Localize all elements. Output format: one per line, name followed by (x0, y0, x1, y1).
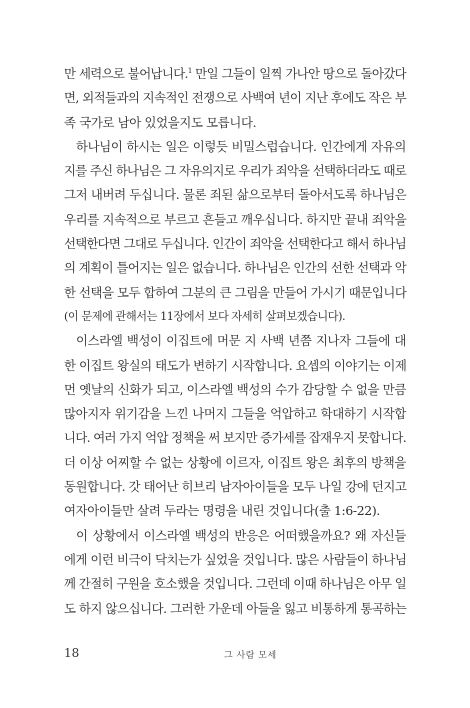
text-line (64, 329, 406, 353)
text-line (64, 305, 406, 329)
text-line (64, 62, 406, 86)
text-line (64, 111, 406, 135)
body-text (64, 62, 406, 621)
text-line (64, 86, 406, 110)
text-line (64, 135, 406, 159)
text-line-content: 지를 주신 하나님은 그 자유의지로 우리가 죄악을 선택하더라도 때로 (64, 163, 406, 179)
text-line-content: 많아지자 위기감을 느낀 나머지 그들을 억압하고 학대하기 시작합 (64, 406, 406, 422)
text-line-content: 이스라엘 백성이 이집트에 머문 지 사백 년쯤 지나자 그들에 대 (76, 333, 406, 349)
text-line-content: 먼 옛날의 신화가 되고, 이스라엘 백성의 수가 감당할 수 없을 만큼 (64, 381, 406, 397)
text-line-content: 의 계획이 틀어지는 일은 없습니다. 하나님은 인간의 선한 선택과 악 (64, 260, 407, 276)
text-line (64, 451, 406, 475)
text-line (64, 159, 406, 183)
text-line (64, 426, 406, 450)
text-line (64, 524, 406, 548)
footnote-marker: 1 (187, 66, 192, 75)
text-line-content: 우리를 지속적으로 부르고 흔들고 깨우십니다. 하지만 끝내 죄악을 (64, 211, 407, 227)
text-line-content: 선택한다면 그대로 두십니다. 인간이 죄악을 선택한다고 해서 하나님 (64, 236, 406, 252)
text-line (64, 499, 406, 523)
text-line-content: 니다. 여러 가지 억압 정책을 써 보지만 증가세를 잡재우지 못합니다. (64, 430, 406, 446)
text-line (64, 475, 406, 499)
text-line (64, 256, 406, 280)
text-line (64, 548, 406, 572)
text-line-content: 도 하지 않으십니다. 그러한 가운데 아들을 잃고 비통하게 통곡하는 (64, 600, 407, 616)
text-line-content: 한 이집트 왕실의 태도가 변하기 시작합니다. 요셉의 이야기는 이제 (64, 357, 407, 373)
text-line (64, 597, 406, 621)
text-line-content: 하나님이 하시는 일은 이렇듯 비밀스럽습니다. 인간에게 자유의 (76, 138, 406, 154)
text-line-content: 면, 외적들과의 지속적인 전쟁으로 사백여 년이 지난 후에도 작은 부 (64, 90, 407, 106)
text-line-content: 그저 내버려 두십니다. 물론 죄된 삶으로부터 돌아서도록 하나님은 (64, 187, 407, 203)
page-footer (64, 646, 406, 660)
text-line-continuation: 만일 그들이 일찍 가나안 땅으로 돌아갔다 (191, 66, 407, 81)
text-line-content: 께 간절히 구원을 호소했을 것입니다. 그런데 이때 하나님은 아무 일 (64, 576, 407, 592)
text-line (64, 281, 406, 305)
text-line-content: 한 선택을 모두 합하여 그분의 큰 그림을 만들어 가시기 때문입니다 (64, 284, 407, 300)
text-line-content: 에게 이런 비극이 닥치는가 싶었을 것입니다. 많은 사람들이 하나님 (64, 551, 407, 567)
text-line-content: 동원합니다. 갓 태어난 히브리 남자아이들을 모두 나일 강에 던지고 (64, 479, 407, 495)
text-line (64, 183, 406, 207)
text-line (64, 208, 406, 232)
text-line-content: 이 상황에서 이스라엘 백성의 반응은 어떠했을까요? 왜 자신들 (76, 527, 406, 543)
text-line-content: (이 문제에 관해서는 11장에서 보다 자세히 살펴보겠습니다). (64, 309, 346, 323)
text-line (64, 378, 406, 402)
text-line (64, 232, 406, 256)
running-head: 그 사람 모세 (224, 651, 277, 661)
page-number: 18 (64, 646, 80, 660)
text-line (64, 572, 406, 596)
text-line-content: 여자아이들만 살려 두라는 명령을 내린 것입니다(출 1:6-22). (64, 503, 380, 519)
text-line (64, 354, 406, 378)
text-line-content: 족 국가로 남아 있었을지도 모릅니다. (64, 114, 257, 130)
text-line-content: 더 이상 어찌할 수 없는 상황에 이르자, 이집트 왕은 최후의 방책을 (64, 454, 406, 470)
text-line (64, 402, 406, 426)
text-line-content: 만 세력으로 불어납니다. (64, 66, 188, 81)
